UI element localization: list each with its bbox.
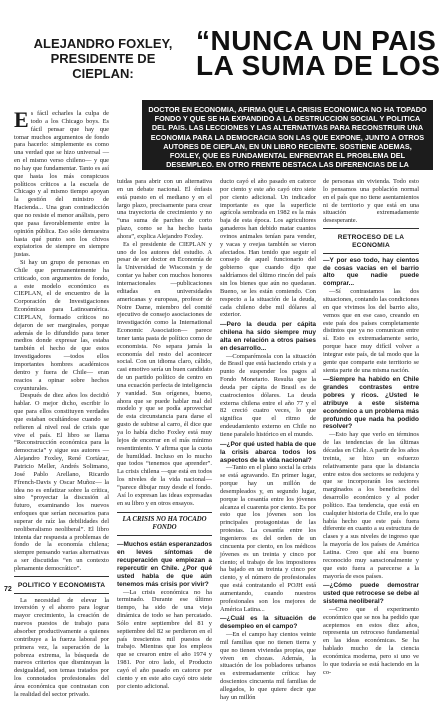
paragraph: La necesidad de elevar la inversión y el ahorro para lograr mayor crecimiento, la creación de nuevos puestos de trabajo para absorber productivamente a quienes contribuye a la fuerza laboral por primera vez, la superación de la pobreza extrema, la búsqueda de nuevos criterios que disminuyan la desigualdad, son temas tratados por los connotados profesionales del área económica que contrastan con la realidad del sector privado.: [14, 596, 109, 698]
interview-question: —Y por eso todo, hay cientos de cosas vacías en el barrio alto que nadie puede comprar...: [323, 256, 419, 288]
article-column-4: [323, 178, 420, 676]
byline: [18, 36, 188, 81]
paragraph: Después de diez años los decidió hablar. O mejor dicho, escribir lo que para ellos constituyen verdades que estaban ocultándose cuando se refieren al nivel real de crisis que vive el país. El libro se llama “Reconstrucción económica para la democracia” y sigue sus autores —Alejandro Foxley, René Cortázar, Patricio Meller, Andrés Solimano, José Pablo Arellano, Ricardo Ffrench-Davis y Oscar Muñoz— la idea no es enfatizar sobre la crítica, sino “proyectar la discusión al futuro, examinando los nuevos enfoques que serían necesarios para superar de raíz las debilidades del neoliberalismo neoliberal”. El libro intenta dar respuesta a problemas de fondo de la economía chilena; siempre pensando varias alternativas a ser discutidas “en un contexto plenamente democrático”.: [14, 392, 109, 572]
paragraph: —La crisis económica no ha terminado. Durante ese último tiempo, ha sido de una vieja dinámica de todo se han percatado. Sólo entre septiembre del 81 y septiembre del 82 se perdieron en el país trescientos mil puestos de trabajo. Mientras que los empleos que se crearon entre el año 1974 y 1981. Por otro lado, el Producto cayó el año pasado en catorce por ciento y en este año cayó otro siete por ciento adicional.: [117, 588, 212, 690]
article-column-1: [14, 107, 109, 698]
pull-quote: LA CRISIS NO HA TOCADO FONDO: [117, 512, 212, 536]
page-number: 72: [4, 586, 12, 593]
interview-question: —Pero la deuda per cápita chilena ha sido siempre muy alta en relación a otros países en desarrollo...: [220, 321, 316, 352]
byline-name: ALEJANDRO FOXLEY,: [33, 36, 173, 51]
paragraph: Es el presidente de CIEPLAN y uno de los autores del estudio. A pesar de ser doctor en Economía de la Universidad de Wisconsin y de contar ya haber con muchos honores internacionales —publicaciones editadas en universidades americanas y europeas, profesor de Notre Dame, miembro del comité ejecutivo de consejo asociaciones de investigación como la International Economic Association— parece tener tanta pasta de político como de economista. No separa jamás la economía del resto del acontecer social. Con un idioma claro, cálido, casi emotivo sería un buen candidato de un partido político de centro en una ecuación perfecta de inteligencia y vanidad. Sus orígenes, bueno, ahora que se puede hablar mal del modelo y que se podía aprovechar de esta circunstancia para darse el gusto de subirse al carro, él dice que ya lo había dicho Foxley está muy lejos de encerrar en el más mínimo resentimiento. Y afirma que la cuota de humildad. Incluso en lo mucho que todos “tenemos que aprender”. La crisis chilena —que está en todos los niveles de la vida nacional— “parece dibujar muy desde el fondo. Así lo expresan las ideas expresadas en su libro y en otros ensayos.: [117, 240, 212, 507]
subheading: RETROCESO DE LA ECONOMIA: [337, 234, 405, 249]
paragraph: [14, 107, 109, 259]
headline-line-1: “NUNCA UN PAIS: [196, 25, 437, 56]
paragraph: —Sí contrastamos las dos situaciones, contando las condiciones en que vivimos los del barrio alto, vemos que en ese caso, creando en este país dos países completamente distintos que ya no comunican entre sí. Esto es extremadamente serio, porque hace muy difícil volver a integrar este país, de tal modo que la gente que compartе este territorio se sienta parte de una misma nación.: [323, 288, 419, 374]
deck-summary: DOCTOR EN ECONOMIA, AFIRMA QUE LA CRISIS ECONOMICA NO HA TOPADO FONDO Y QUE SE HA EXPANDIDO A LA DESTRUCCION SOCIAL Y POLITICA DEL PAIS. LAS LECCIONES Y LAS ALTERNATIVAS PARA RECONSTRUIR UNA ECONOMIA PARA LA DEMOCRACIA SON LAS QUE EXPONE, JUNTO A OTROS AUTORES DE CIEPLAN, EN UN LIBRO RECIENTE. SOSTIENE ADEMAS, FOXLEY, QUE ES FUNDAMENTAL ENFRENTAR EL PROBLEMA DEL DESEMPLEO. EN OTRO FRENTE DESTACA LAS DIFERENCIAS DE LA ECONOMIA DE MERCADO EN ALEMANIA Y EN CHILE.: [142, 100, 433, 170]
byline-org: CIEPLAN:: [72, 66, 134, 81]
divider: [323, 253, 419, 254]
interview-question: —¿Cómo puede demostrar usted que retrocese se debe al sistema neoliberal?: [323, 582, 419, 606]
paragraph: —Esto hay que verlo en términos de las tendencias de las últimas décadas en Chile. A partir de los años treinta, se hizo un esfuerzo relativamente para que la distancia entre estos dos sectores se redujera y que se incorporarán los sectores marginados a los beneficios del desarrollo económico y al poder político. Esa tendencia, que está en cualquier historia de Chile, era lo que había hecho que este país fuera diferente en cuanto a su estructura de clases y a sus niveles de ingreso que la mayoría de los países de América Latina. Creo que ahí era bueno reconocido muy sanscionalmente y que esto fuera a parecerse a la mayoría de esos países.: [323, 431, 420, 580]
paragraph: tuidas para abrir con un alternativa en un debate nacional. El énfasis está puesto en el mediano y en el largo plazo, precisamente para crear una trayectoria de crecimiento y no “una suma de parches de corto plazo, como se ha hecho hasta ahora”, explica Alejandro Foxley.: [117, 178, 212, 240]
drop-cap: E: [14, 107, 29, 132]
interview-question: —¿Cuál es la situación de desempleo en el campo?: [220, 615, 316, 631]
paragraph-text: s fácil echarles la culpa de todo a los Chicago boys. Es fácil pensar que hay que tomar muchos argumentos de fondo para hacerlo: simplemente es como una verdad que se hizo universal —en el mismo verso chileno— y que no hay que fundamentar. Tanto es así que hasta los más conspicuos políticos críticos a la escuela de Chicago y al mismo tiempo apoyan la gestión del ministro de Hacienda... Una gran contradicción que no resiste el menor análisis, pero que pasa favorablemente entre la opinión pública. Eso sólo demuestra hasta qué punto son los chivos expiatorios de siempre en siempre justas.: [14, 110, 109, 259]
article-column-2: [117, 178, 212, 690]
divider: [323, 228, 419, 229]
paragraph: Si hay un grupo de personas en Chile que permanentemente ha criticado, con argumentos de fondo, a este modelo económico es CIEPLAN, el de encuentro de la Corporación de Investigaciones Económicas para Latinoamérica. CIEPLAN, formado críticos no dejaron de ser marginales, porque además de lo difundido para tener medios donde expresar las, estaba también el hecho de que estos investigadores —todos ellos importantes hombres académicos dentro y fuera de Chile— eran reacios a opinar sobre hechos coyunturales.: [14, 259, 109, 392]
headline-line-2: LA SUMA DE LOS: [196, 50, 440, 81]
paragraph: de personas sin vivienda. Todo esto lo pensamos una población normal en el país que no tiene asentamientos ni de territorio y que está en una situación extremadamente desesperante.: [323, 178, 419, 225]
paragraph: ducto cayó el año pasado en catorce por ciento y este año cayó otro siete por ciento adicional. Un indicador importante es que la superficie agrícola sembrada en 1982 es la más baja de esta época. Los agricultores ganaderos han debido matar cuantos ovinos animales tenían para vender, y vacas y ovejas también se vieron afectados. Han tenido que seguir el consejo de aquel funcionario del gobierno que cuando dijo que saldríamos del último rincón del país sin los bienes que aún no quedaran. Bueno, se les están comiendo. Con respecto a la situación de la deuda, cada chileno debe mil dólares al exterior.: [220, 178, 316, 319]
divider: [14, 576, 109, 577]
headline: [196, 25, 440, 81]
interview-question: —¿Por qué usted habla de que la crisis abarca todos los aspectos de la vida nacional?: [220, 440, 316, 464]
subheading: POLITICO Y ECONOMISTA: [17, 581, 106, 589]
interview-question: —Siempre ha habido en Chile grandes contrastes entre pobres y ricos. ¿Usted le atribuye a este sistema económico a un problema más profundo que nada ha podido resolver?: [323, 376, 419, 431]
paragraph: —Comparémosla con la situación de Brasil que está haciendo crisis y a punto de suspender los pagos al Fondo Monetario. Resulta que la deuda per cápita de Brasil es de cuatrocientos dólares. La deuda externa chilena entre el año 77 y el 82 creció cuatro veces, lo que significa que el ritmo de endeudamiento externo en Chile no tiene paralelo histórico en el mundo.: [220, 352, 316, 438]
byline-role: PRESIDENTE DE: [50, 51, 156, 66]
interview-question: —Muchos están esperanzados en leves síntomas de recuperación que empiezan a repercutir en Chile. ¿Por qué usted habla de que aún tenemos más crisis por vivir?: [117, 541, 212, 588]
article-column-3: [220, 178, 316, 701]
paragraph: —En el campo hay cientos veinte mil familias que no tienen tierra y que no tienen viviendas propias, que viven en chozas. Además, la situación de los pobladores urbanos es extremadamente crítica: hay doscientos cincuenta mil familias de allegados, lo que quiere decir que hay un millón: [220, 631, 316, 701]
divider: [14, 593, 109, 594]
paragraph: —Creo que el experimento económico que se nos ha pedido que aceptemos en estos diez años, representa un retroceso fundamental en las ideas económicas. Se ha hablado mucho de la ciencia económica moderna, pero si uno ve lo que todavía se está haciendo en la co-: [323, 605, 419, 676]
paragraph: —Tanto en el plano social la crisis se está agravando. En primer lugar, porque hay un millón de desempleados y, en segundo lugar, porque la cesantía entre los jóvenes alcanza el cuarenta por ciento. Es por esto que los jóvenes son los principales protagonistas de las protestas. La cesantía entre los ingenieros es del orden de un cincuenta por ciento, en los médicos jóvenes es un treinta y cinco por ciento; el trabajo de los impositores ha bajado en un treinta y cinco por ciento, y el número de profesionales que está contratando el POJH está aumentando, cuando nuestros profesionales son los mejores de América Latina...: [220, 464, 316, 613]
